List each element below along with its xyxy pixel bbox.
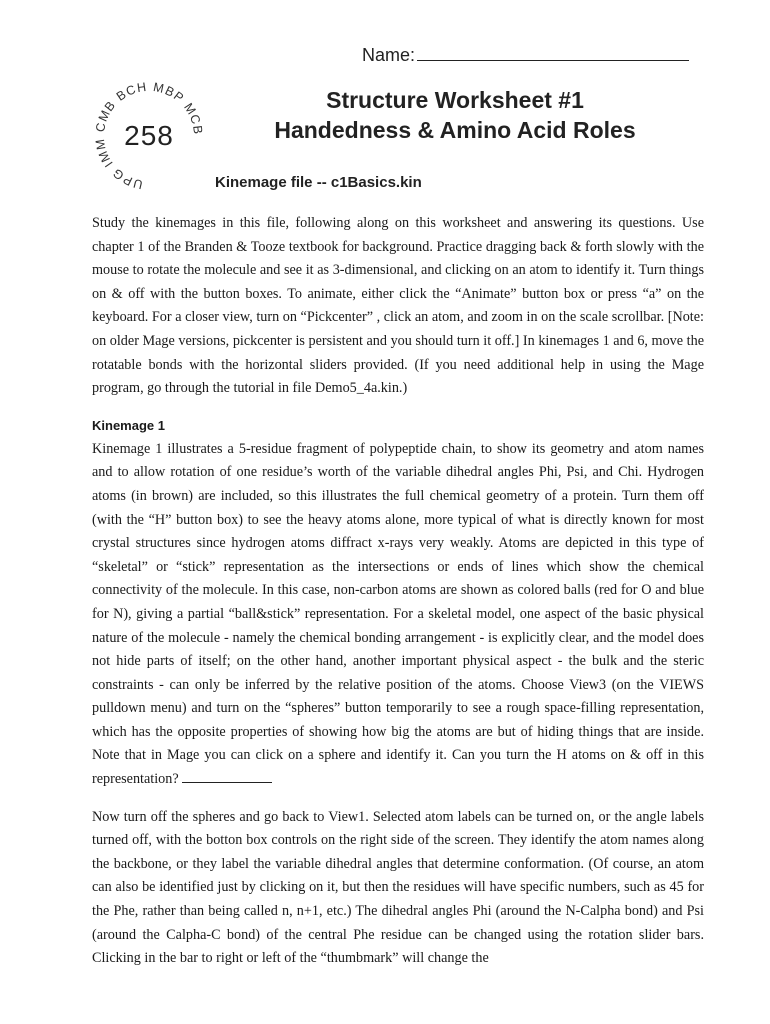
name-field xyxy=(362,44,689,66)
svg-text:UPG IMM CMB BCH MBP: UPG IMM CMB BCH MBP MCB xyxy=(92,80,206,192)
course-seal-logo xyxy=(82,80,217,195)
page-title: Structure Worksheet #1 xyxy=(326,87,584,113)
page-subtitle: Handedness & Amino Acid Roles xyxy=(274,117,636,143)
title-block xyxy=(250,85,660,145)
answer-blank[interactable] xyxy=(182,770,272,783)
kinemage-1-paragraph xyxy=(92,438,704,792)
name-blank-line xyxy=(417,44,689,61)
worksheet-body xyxy=(92,212,704,971)
view1-paragraph: Now turn off the spheres and go back to View1. Selected atom labels can be turned on, or the angle labels turned off, with the botton box controls on the right side of the screen. They identify the atom names along the backbone, or they label the variable dihedral angles that determine conformation. (Of course, an atom can also be identified just by clicking on it, but then the residues will have specific numbers, such as 45 for the Phe, rather than being called n, n+1, etc.) The dihedral angles Phi (around the N-Calpha bond) and Psi (around the Calpha-C bond) of the central Phe residue can be changed using the rotation slider bars. Clicking in the bar to right or left of the “thumbmark” will change the xyxy=(92,808,704,967)
kinemage-file-label: Kinemage file -- c1Basics.kin xyxy=(215,174,422,191)
name-label: Name: xyxy=(362,45,416,65)
section-heading-kinemage-1: Kinemage 1 xyxy=(92,417,165,433)
intro-paragraph: Study the kinemages in this file, following along on this worksheet and answering its questions. Use chapter 1 of the Branden & Tooze textbook for background. Practice dragging back & forth slowly with the mouse to rotate the molecule and see it as 3-dimensional, and clicking on an atom to identify it. Turn things on & off with the button boxes. To animate, either click the “Animate” button box or press “a” on the keyboard. For a closer view, turn on “Pickcenter” , click an atom, and zoom in on the scale scrollbar. [Note: on older Mage versions, pickcenter is persistent and you should turn it off.] In kinemages 1 and 6, move the rotatable bonds with the horizontal sliders provided. (If you need additional help in using the Mage program, go through the tutorial in file Demo5_4a.kin.) xyxy=(92,215,704,397)
seal-number: 258 xyxy=(124,120,174,151)
kinemage-1-text: Kinemage 1 illustrates a 5-residue fragment of polypeptide chain, to show its geometry and atom names and to allow rotation of one residue’s worth of the variable dihedral angles Phi, Psi, and Chi. Hydrogen atoms (in brown) are included, so this illustrates the full chemical geometry of a protein. Turn them off (with the “H” button box) to see the heavy atoms alone, more typical of what is directly known for most crystal structures since hydrogen atoms diffract x-rays very weakly. Atoms are depicted in this type of “skeletal” or “stick” representation as the intersections or ends of lines which show the chemical connectivity of the molecule. In this case, non-carbon atoms are shown as colored balls (red for O and blue for N), giving a partial “ball&stick” representation. For a skeletal model, one aspect of the basic physical nature of the molecule - namely the chemical bonding arrangement - is explicitly clear, and the model does not hide parts of itself; on the other hand, another important physical aspect - the bulk and the steric constraints - can only be inferred by the relative position of the atoms. Choose View3 (on the VIEWS pulldown menu) and turn on the “spheres” button temporarily to see a rough space-filling representation, which has the opposite properties of showing how big the atoms are but of hiding things that are inside. Note that in Mage you can click on a sphere and identify it. Can you turn the H atoms on & off in this representation? xyxy=(92,440,704,788)
